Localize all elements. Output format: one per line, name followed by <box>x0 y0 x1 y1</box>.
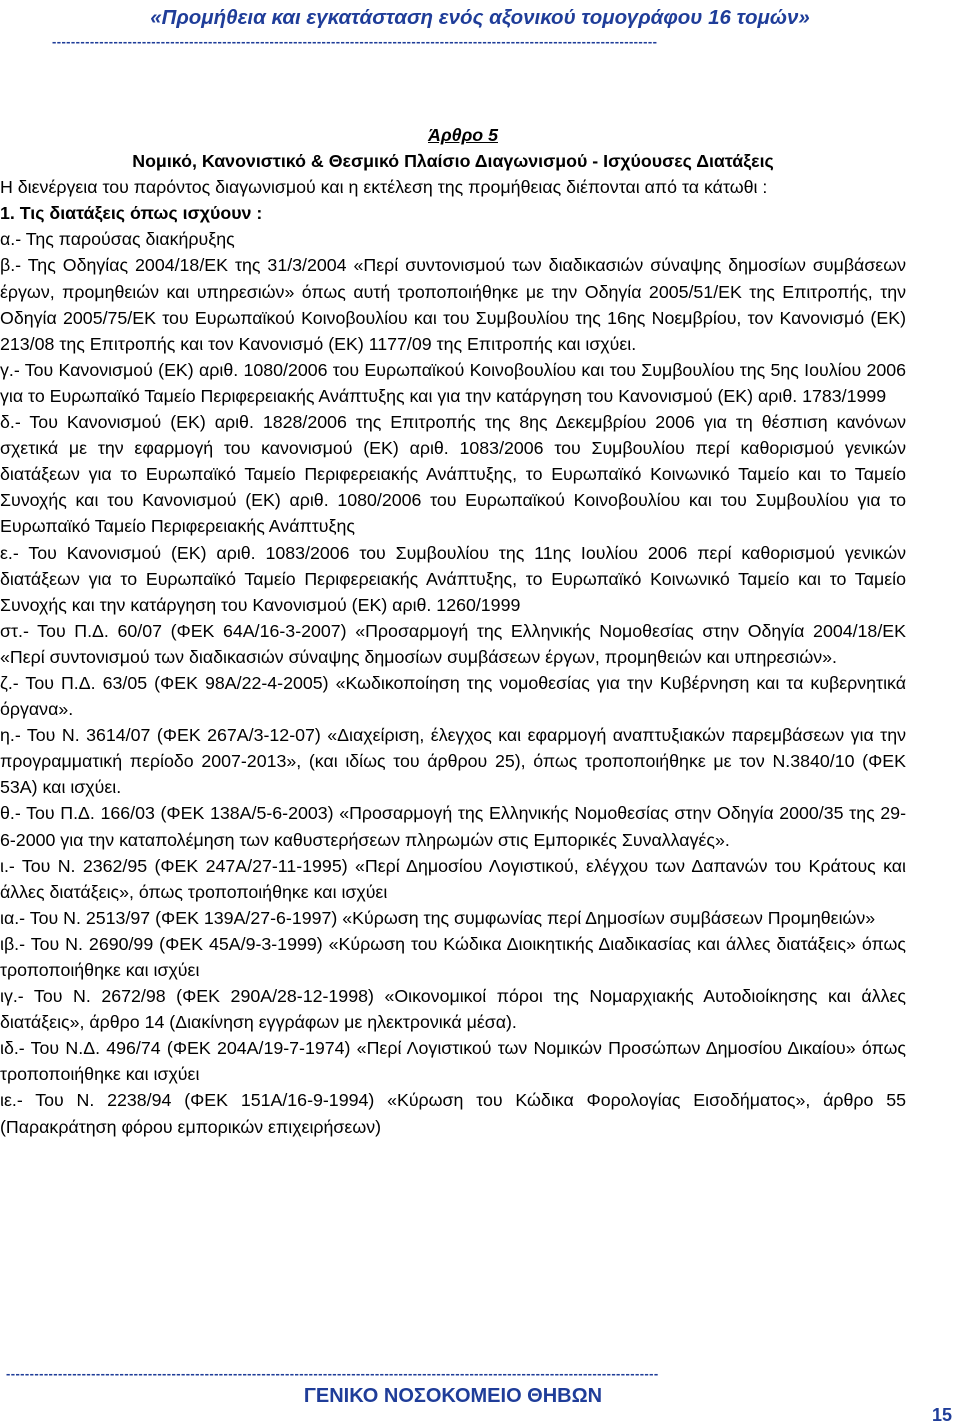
list-item: ε.- Του Κανονισμού (ΕΚ) αριθ. 1083/2006 του Συμβουλίου της 11ης Ιουλίου 2006 περί καθορισμού γενικών διατάξεων για το Ευρωπαϊκό Ταμείο Περιφερειακής Ανάπτυξης, το Ευρωπαϊκό Κοινωνικό Ταμείο και το Ταμείο Συνοχής και την κατάργηση του Κανονισμού (ΕΚ) αριθ. 1260/1999 <box>0 542 906 615</box>
list-item: ιε.- Του Ν. 2238/94 (ΦΕΚ 151Α/16-9-1994) «Κύρωση του Κώδικα Φορολογίας Εισοδήματος», άρθρο 55 (Παρακράτηση φόρου εμπορικών επιχειρήσεων) <box>0 1090 906 1137</box>
header-divider: -------------------------------------------------------------------------------------------------------------------------------- <box>52 34 658 49</box>
document-body <box>0 122 906 1140</box>
intro-paragraph: Η διενέργεια του παρόντος διαγωνισμού και η εκτέλεση της προμήθειας διέπονται από τα κάτωθι : <box>0 177 768 198</box>
list-item: α.- Της παρούσας διακήρυξης <box>0 229 235 250</box>
list-item: δ.- Του Κανονισμού (ΕΚ) αριθ. 1828/2006 της Επιτροπής της 8ης Δεκεμβρίου 2006 για τη θέσπιση κανόνων σχετικά με την εφαρμογή του κανονισμού (ΕΚ) αριθ. 1083/2006 του Συμβουλίου περί καθορισμού γενικών διατάξεων για το Ευρωπαϊκό Ταμείο Περιφερειακής Ανάπτυξης, το Ευρωπαϊκό Κοινωνικό Ταμείο και το Ταμείο Συνοχής και του Κανονισμού (ΕΚ) αριθ. 1080/2006 του Ευρωπαϊκού Κοινοβουλίου και του Συμβουλίου για το Ευρωπαϊκό Ταμείο Περιφερειακής Ανάπτυξης <box>0 412 906 537</box>
list-item: ζ.- Του Π.Δ. 63/05 (ΦΕΚ 98Α/22-4-2005) «Κωδικοποίηση της νομοθεσίας για την Κυβέρνηση και τα κυβερνητικά όργανα». <box>0 672 906 720</box>
section-heading: 1. Τις διατάξεις όπως ισχύουν : <box>0 203 263 224</box>
list-item: γ.- Του Κανονισμού (ΕΚ) αριθ. 1080/2006 του Ευρωπαϊκού Κοινοβουλίου και του Συμβουλίου της 5ης Ιουλίου 2006 για το Ευρωπαϊκό Ταμείο Περιφερειακής Ανάπτυξης και για την κατάργηση του Κανονισμού (ΕΚ) αριθ. 1783/1999 <box>0 359 906 406</box>
article-title: Άρθρο 5 <box>428 125 498 145</box>
list-item: ια.- Του Ν. 2513/97 (ΦΕΚ 139Α/27-6-1997) «Κύρωση της συμφωνίας περί Δημοσίων συμβάσεων Προμηθειών» <box>0 907 876 928</box>
footer-divider: ------------------------------------------------------------------------------------------------------------------------------------------ <box>6 1366 659 1381</box>
list-item: στ.- Του Π.Δ. 60/07 (ΦΕΚ 64Α/16-3-2007) «Προσαρμογή της Ελληνικής Νομοθεσίας στην Οδηγία 2004/18/ΕΚ «Περί συντονισμού των διαδικασιών σύναψης δημοσίων συμβάσεων έργων, προμηθειών και υπηρεσιών». <box>0 620 906 667</box>
list-item: η.- Του Ν. 3614/07 (ΦΕΚ 267Α/3-12-07) «Διαχείριση, έλεγχος και εφαρμογή αναπτυξιακών παρεμβάσεων για την προγραμματική περίοδο 2007-2013», (και ιδίως του άρθρου 25), όπως τροποποιήθηκε με τον Ν.3840/10 (ΦΕΚ 53Α) και ισχύει. <box>0 725 906 798</box>
article-subtitle: Νομικό, Κανονιστικό & Θεσμικό Πλαίσιο Διαγωνισμού - Ισχύουσες Διατάξεις <box>132 151 774 172</box>
page-number: 15 <box>931 1405 952 1425</box>
list-item: ι.- Του Ν. 2362/95 (ΦΕΚ 247Α/27-11-1995) «Περί Δημοσίου Λογιστικού, ελέγχου των Δαπανών του Κράτους και άλλες διατάξεις», όπως τροποποιήθηκε και ισχύει <box>0 855 906 902</box>
footer-hospital-name: ΓΕΝΙΚΟ ΝΟΣΟΚΟΜΕΙΟ ΘΗΒΩΝ <box>303 1385 603 1407</box>
list-item: θ.- Του Π.Δ. 166/03 (ΦΕΚ 138Α/5-6-2003) «Προσαρμογή της Ελληνικής Νομοθεσίας στην Οδηγία 2000/35 της 29-6-2000 για την καταπολέμηση των καθυστερήσεων πληρωμών στις Εμπορικές Συναλλαγές». <box>0 803 906 850</box>
list-item: ιγ.- Του Ν. 2672/98 (ΦΕΚ 290Α/28-12-1998) «Οικονομικοί πόροι της Νομαρχιακής Αυτοδιοίκησης και άλλες διατάξεις», άρθρο 14 (Διακίνηση εγγράφων με ηλεκτρονικά μέσα). <box>0 986 906 1033</box>
page-header-title: «Προμήθεια και εγκατάσταση ενός αξονικού τομογράφου 16 τομών» <box>150 6 810 29</box>
list-item: ιδ.- Του Ν.Δ. 496/74 (ΦΕΚ 204Α/19-7-1974) «Περί Λογιστικού των Νομικών Προσώπων Δημοσίου Δικαίου» όπως τροποποιήθηκε και ισχύει <box>0 1038 906 1085</box>
list-item: β.- Της Οδηγίας 2004/18/ΕΚ της 31/3/2004 «Περί συντονισμού των διαδικασιών σύναψης δημοσίων συμβάσεων έργων, προμηθειών και υπηρεσιών» όπως αυτή τροποποιήθηκε με την Οδηγία 2005/51/ΕΚ της Επιτροπής, την Οδηγία 2005/75/ΕΚ του Ευρωπαϊκού Κοινοβουλίου και του Συμβουλίου της 16ης Νοεμβρίου, τον Κανονισμό (ΕΚ) 213/08 της Επιτροπής και τον Κανονισμό (ΕΚ) 1177/09 της Επιτροπής και ισχύει. <box>0 255 906 354</box>
list-item: ιβ.- Του Ν. 2690/99 (ΦΕΚ 45Α/9-3-1999) «Κύρωση του Κώδικα Διοικητικής Διαδικασίας και άλλες διατάξεις» όπως τροποποιήθηκε και ισχύει <box>0 933 906 980</box>
